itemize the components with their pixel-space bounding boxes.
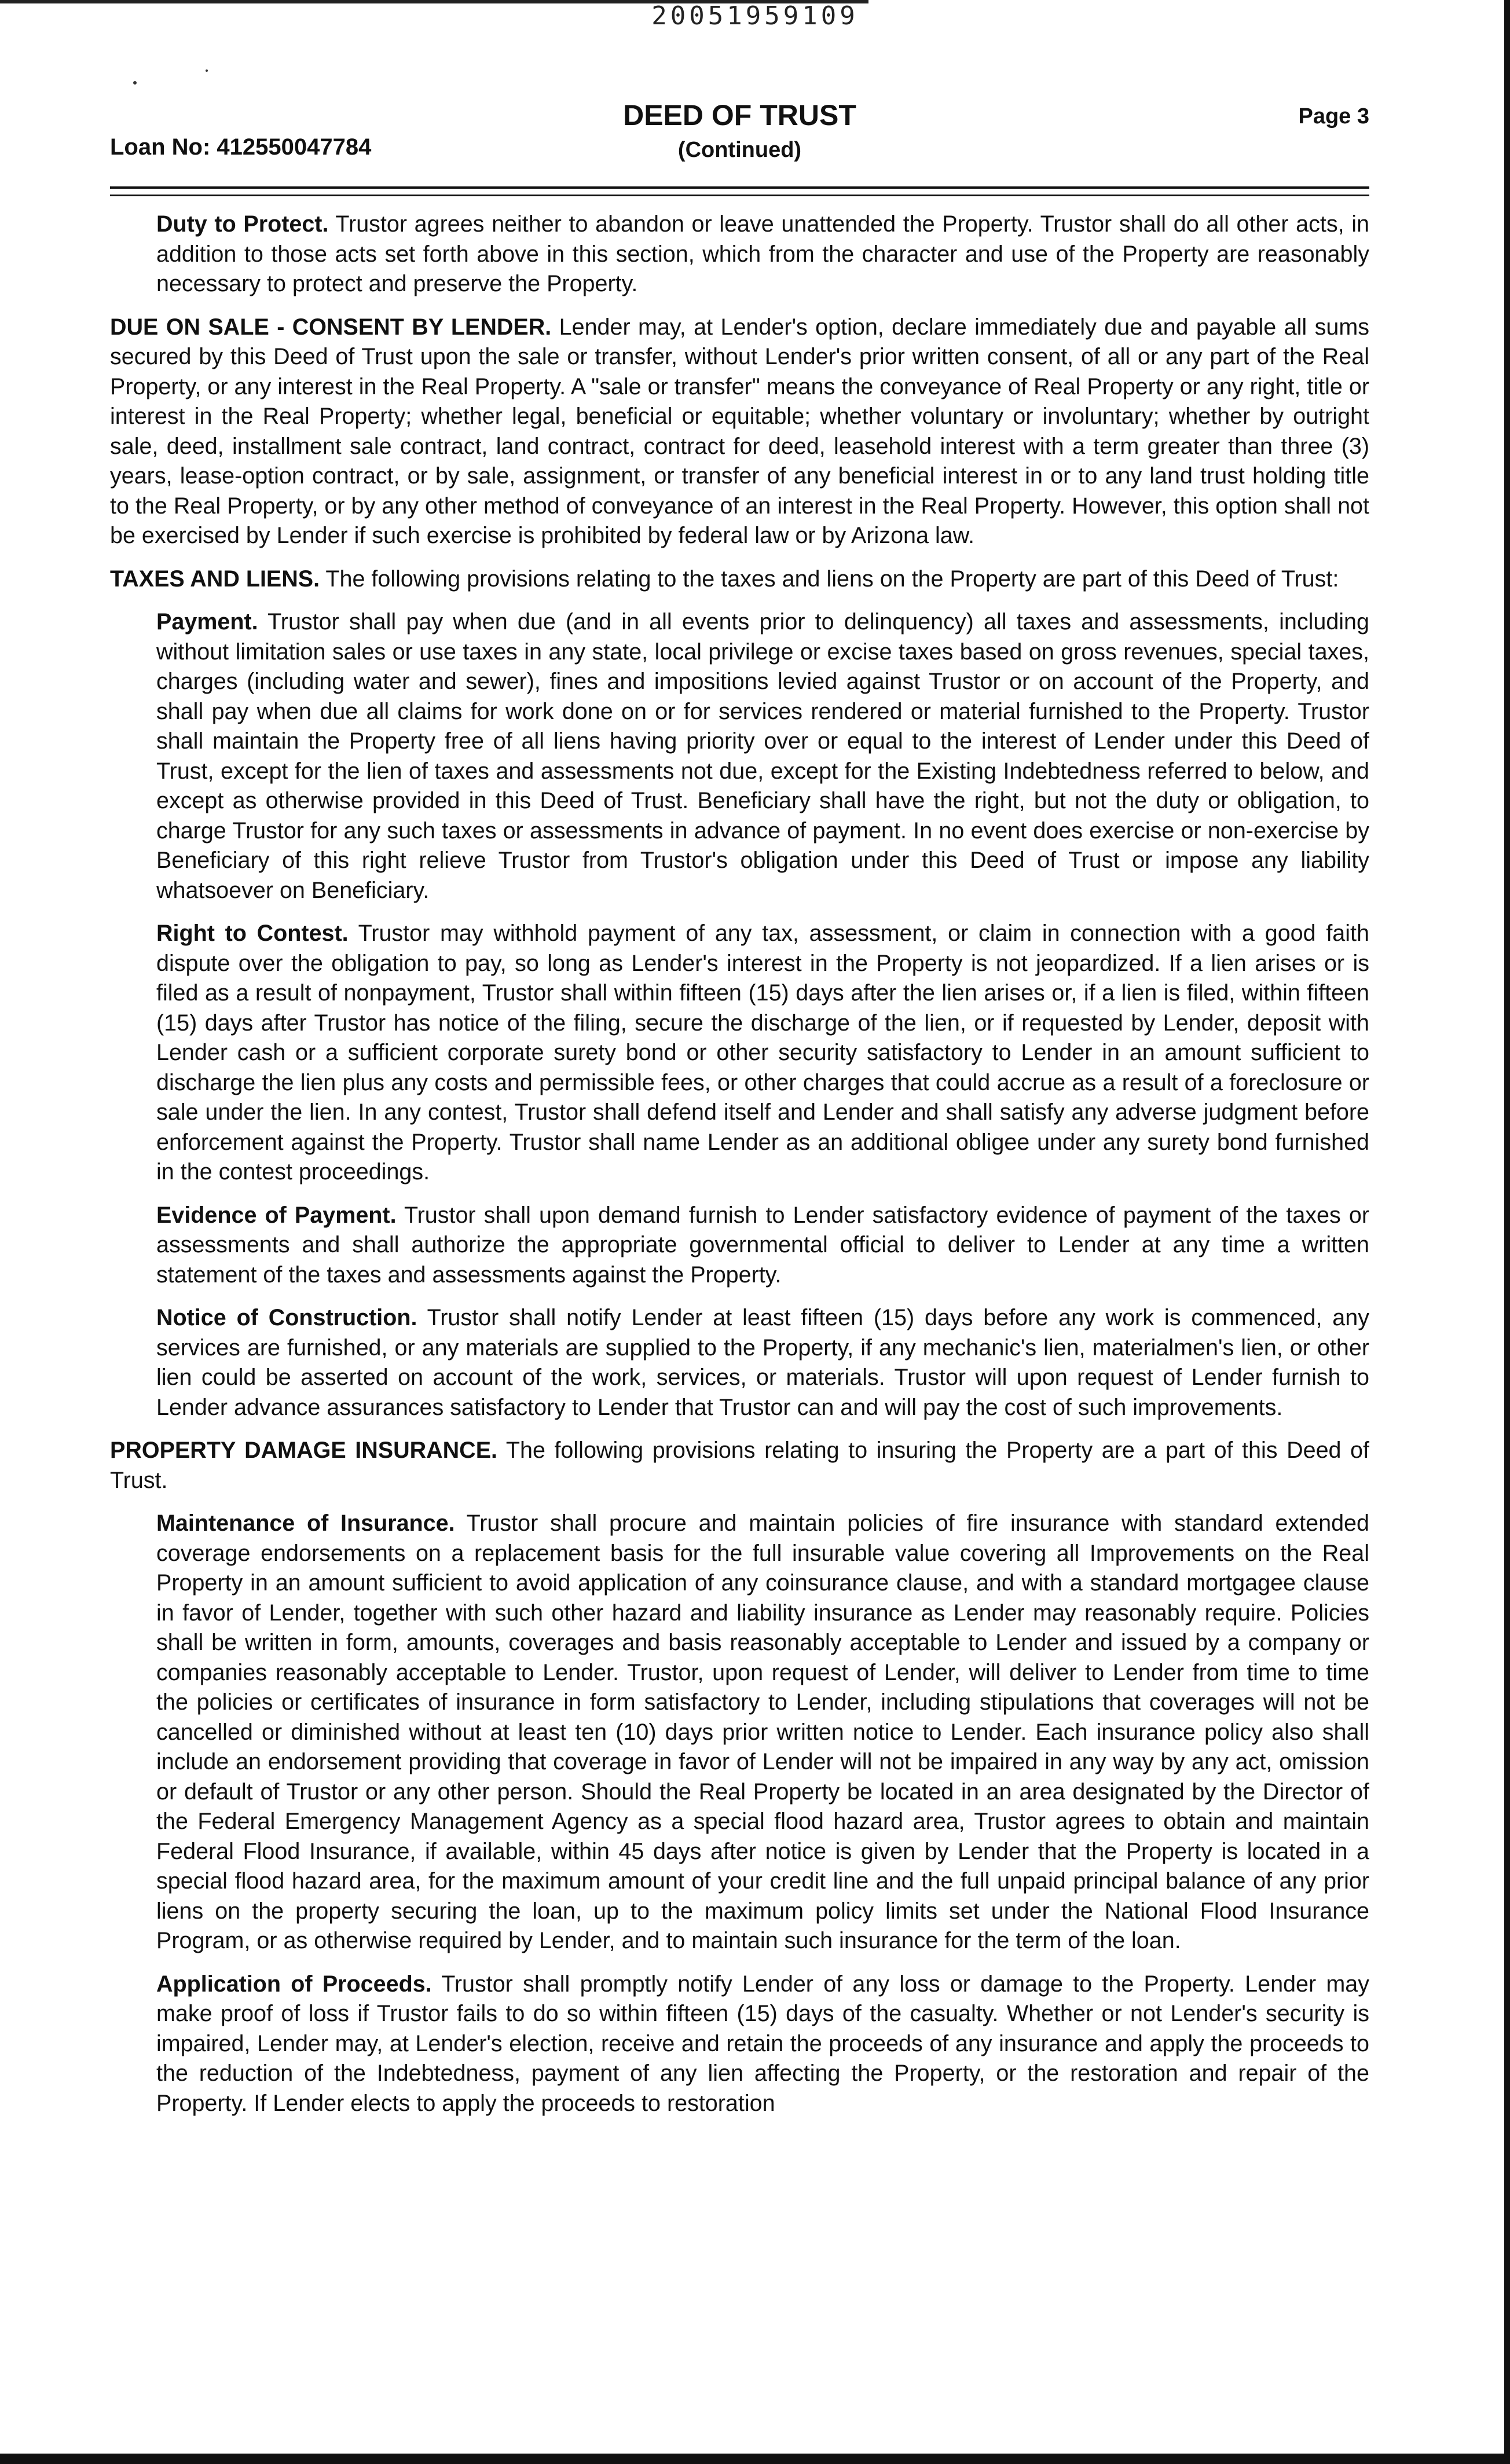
paragraph-heading: Payment.: [156, 609, 258, 635]
paragraph-text: Trustor shall procure and maintain policies of fire insurance with standard extended coverage endorsements on a replacement basis for the full insurable value covering all Improvements on the Real Property in an amount sufficient to avoid application of any coinsurance clause, and with a standard mortgagee clause in favor of Lender, together with such other hazard and liability insurance as Lender may reasonably require. Policies shall be written in form, amounts, coverages and basis reasonably acceptable to Lender and issued by a company or companies reasonably acceptable to Lender. Trustor, upon request of Lender, will deliver to Lender from time to time the policies or certificates of insurance in form satisfactory to Lender, including stipulations that coverages will not be cancelled or diminished without at least ten (10) days prior written notice to Lender. Each insurance policy also shall include an endorsement providing that coverage in favor of Lender will not be impaired in any way by any act, omission or default of Trustor or any other person. Should the Real Property be located in an area designated by the Director of the Federal Emergency Management Agency as a special flood hazard area, Trustor agrees to obtain and maintain Federal Flood Insurance, if available, within 45 days after notice is given by Lender that the Property is located in a special flood hazard area, for the maximum amount of your credit line and the full unpaid principal balance of any prior liens on the property securing the loan, up to the maximum policy limits set under the National Flood Insurance Program, or as otherwise required by Lender, and to maintain such insurance for the term of the loan.: [156, 1510, 1369, 1953]
recording-number: 20051959109: [651, 1, 859, 31]
section-heading: PROPERTY DAMAGE INSURANCE.: [110, 1438, 498, 1463]
document-title: DEED OF TRUST: [623, 99, 856, 131]
paragraph-taxes-and-liens: [110, 564, 1369, 595]
header-rule: [110, 195, 1369, 196]
paragraph-duty-to-protect: [156, 210, 1369, 299]
paragraph-text: Trustor shall promptly notify Lender of any loss or damage to the Property. Lender may make proof of loss if Trustor fails to do so within fifteen (15) days of the casualty. Whether or not Lender's security is impaired, Lender may, at Lender's election, receive and retain the proceeds of any insurance and apply the proceeds to the reduction of the Indebtedness, payment of any lien affecting the Property, or the restoration and repair of the Property. If Lender elects to apply the proceeds to restoration: [156, 1971, 1370, 2116]
paragraph-maintenance-of-insurance: [156, 1509, 1369, 1956]
loan-number: Loan No: 412550047784: [110, 134, 372, 160]
paragraph-text: The following provisions relating to insuring the Property are a part of this Deed of Trust.: [110, 1438, 1369, 1493]
section-heading: TAXES AND LIENS.: [110, 566, 320, 592]
page-header: [110, 98, 1369, 174]
scan-edge-right: [1504, 0, 1510, 2464]
paragraph-evidence-of-payment: [156, 1201, 1369, 1290]
scan-edge-bottom: [0, 2454, 1510, 2464]
paragraph-heading: Evidence of Payment.: [156, 1202, 397, 1228]
paragraph-heading: Duty to Protect.: [156, 211, 329, 237]
paragraph-heading: Right to Contest.: [156, 921, 349, 946]
paragraph-notice-of-construction: [156, 1303, 1369, 1422]
paragraph-text: The following provisions relating to the taxes and liens on the Property are part of this Deed of Trust:: [320, 566, 1339, 592]
paragraph-heading: Notice of Construction.: [156, 1305, 417, 1330]
page-number: Page 3: [1298, 104, 1369, 129]
document-subtitle: (Continued): [677, 138, 802, 162]
paragraph-due-on-sale: [110, 313, 1369, 551]
paragraph-application-of-proceeds: [156, 1970, 1369, 2119]
scan-speck: [133, 81, 137, 85]
paragraph-text: Trustor may withhold payment of any tax, assessment, or claim in connection with a good faith dispute over the obligation to pay, so long as Lender's interest in the Property is not jeopardized. If a lien arises or is filed as a result of nonpayment, Trustor shall within fifteen (15) days after the lien arises or, if a lien is filed, within fifteen (15) days after Trustor has notice of the filing, secure the discharge of the lien, or if requested by Lender, deposit with Lender cash or a sufficient corporate surety bond or other security satisfactory to Lender in an amount sufficient to discharge the lien plus any costs and permissible fees, or other charges that could accrue as a result of a foreclosure or sale under the lien. In any contest, Trustor shall defend itself and Lender and shall satisfy any adverse judgment before enforcement against the Property. Trustor shall name Lender as an additional obligee under any surety bond furnished in the contest proceedings.: [156, 921, 1369, 1185]
paragraph-property-damage-insurance: [110, 1436, 1369, 1495]
header-rule: [110, 186, 1369, 189]
document-body: [110, 210, 1369, 2132]
paragraph-text: Trustor shall upon demand furnish to Lender satisfactory evidence of payment of the taxes or assessments and shall authorize the appropriate governmental official to deliver to Lender at any time a written statement of the taxes and assessments against the Property.: [156, 1202, 1369, 1288]
section-heading: DUE ON SALE - CONSENT BY LENDER.: [110, 314, 552, 340]
paragraph-heading: Application of Proceeds.: [156, 1971, 432, 1997]
paragraph-text: Lender may, at Lender's option, declare immediately due and payable all sums secured by this Deed of Trust upon the sale or transfer, without Lender's prior written consent, of all or any part of the Real Property, or any interest in the Real Property. A "sale or transfer" means the conveyance of Real Property or any right, title or interest in the Real Property; whether legal, beneficial or equitable; whether voluntary or involuntary; whether by outright sale, deed, installment sale contract, land contract, contract for deed, leasehold interest with a term greater than three (3) years, lease-option contract, or by sale, assignment, or transfer of any beneficial interest in or to any land trust holding title to the Real Property, or by any other method of conveyance of an interest in the Real Property. However, this option shall not be exercised by Lender if such exercise is prohibited by federal law or by Arizona law.: [110, 314, 1369, 548]
paragraph-text: Trustor agrees neither to abandon or leave unattended the Property. Trustor shall do all other acts, in addition to those acts set forth above in this section, which from the character and use of the Property are reasonably necessary to protect and preserve the Property.: [156, 211, 1369, 296]
paragraph-heading: Maintenance of Insurance.: [156, 1510, 455, 1536]
paragraph-text: Trustor shall pay when due (and in all events prior to delinquency) all taxes and assessments, including without limitation sales or use taxes in any state, local privilege or excise taxes based on gross revenues, special taxes, charges (including water and sewer), fines and impositions levied against Trustor or on account of the Property, and shall pay when due all claims for work done on or for services rendered or material furnished to the Property. Trustor shall maintain the Property free of all liens having priority over or equal to the interest of Lender under this Deed of Trust, except for the lien of taxes and assessments not due, except for the Existing Indebtedness referred to below, and except as otherwise provided in this Deed of Trust. Beneficiary shall have the right, but not the duty or obligation, to charge Trustor for any such taxes or assessments in advance of payment. In no event does exercise or non-exercise by Beneficiary of this right relieve Trustor from Trustor's obligation under this Deed of Trust or impose any liability whatsoever on Beneficiary.: [156, 609, 1369, 903]
paragraph-payment: [156, 607, 1369, 905]
scan-speck: [206, 69, 208, 72]
paragraph-text: Trustor shall notify Lender at least fifteen (15) days before any work is commenced, any services are furnished, or any materials are supplied to the Property, if any mechanic's lien, materialmen's lien, or other lien could be asserted on account of the work, services, or materials. Trustor will upon request of Lender furnish to Lender advance assurances satisfactory to Lender that Trustor can and will pay the cost of such improvements.: [156, 1305, 1369, 1420]
paragraph-right-to-contest: [156, 919, 1369, 1187]
